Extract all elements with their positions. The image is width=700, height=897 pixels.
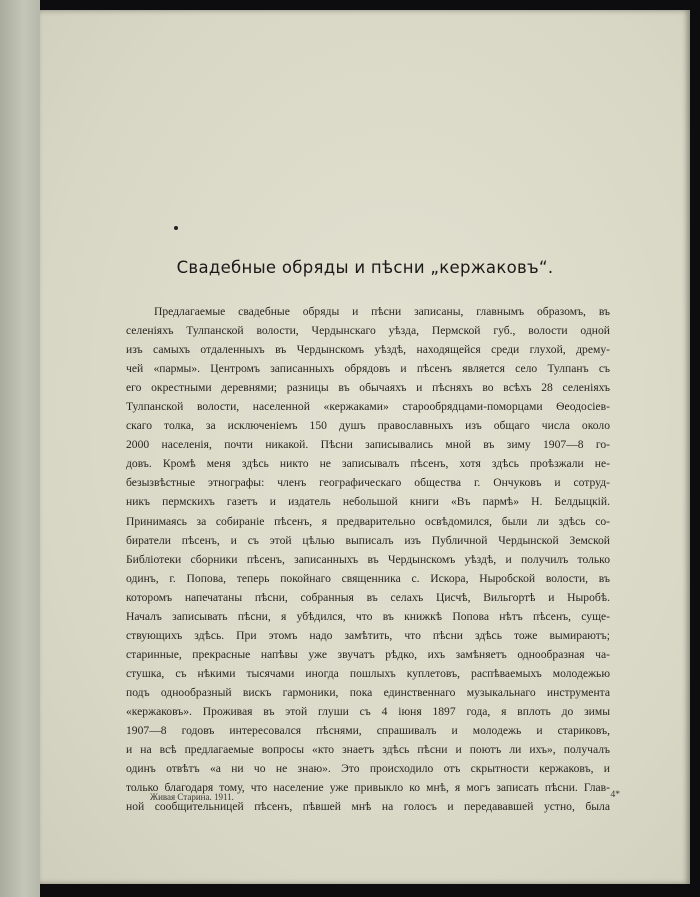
- text-line: ной сообщительницей пѣсенъ, пѣвшей мнѣ на голосъ и передававшей устно, была: [126, 800, 610, 814]
- text-line: довъ. Кромѣ меня здѣсь никто не записывалъ пѣсенъ, хотя здѣсь проѣзжали не-: [126, 457, 610, 471]
- text-line: чей «пармы». Центромъ записанныхъ обрядовъ и пѣсенъ является село Тулпанъ съ: [126, 362, 610, 376]
- paragraph: [126, 302, 610, 816]
- text-line: Тулпанской волости, населенной «кержаками» старообрядцами-поморцами Ѳеодосіев-: [126, 400, 610, 414]
- text-line: и на всѣ предлагаемые вопросы «кто знаетъ здѣсь пѣсни и поютъ ли ихъ», получалъ: [126, 743, 610, 757]
- text-line: старинные, прекрасные напѣвы уже звучатъ рѣдко, ихъ замѣняетъ однообразная ча-: [126, 647, 610, 661]
- text-line: Началъ записывать пѣсни, я убѣдился, что въ книжкѣ Попова нѣтъ пѣсенъ, суще-: [126, 609, 610, 623]
- text-line: селеніяхъ Тулпанской волости, Чердынскаго уѣзда, Пермской губ., волости одной: [126, 324, 610, 338]
- text-line: 2000 населенія, почти никакой. Пѣсни записывались мной въ зиму 1907—8 го-: [126, 438, 610, 452]
- text-line: Предлагаемые свадебные обряды и пѣсни записаны, главнымъ образомъ, въ: [154, 305, 610, 318]
- ink-mark: [174, 226, 178, 230]
- text-line: безызвѣстные этнографы: членъ географическаго общества г. Ончуковъ и сотруд-: [126, 476, 610, 490]
- text-line: его окрестными деревнями; разницы въ обычаяхъ и пѣсняхъ во всѣхъ 28 селеніяхъ: [126, 381, 610, 395]
- text-line: изъ самыхъ отдаленныхъ въ Чердынскомъ уѣздѣ, находящейся среди глухой, дрему-: [126, 343, 610, 357]
- text-line: Принимаясь за собираніе пѣсенъ, я предварительно освѣдомился, были ли здѣсь со-: [126, 514, 610, 528]
- underlying-page-edge: [0, 0, 40, 897]
- text-line: скаго толка, за исключеніемъ 150 душъ православныхъ изъ общаго числа около: [126, 419, 610, 433]
- text-line: биратели пѣсенъ, и съ этой цѣлью выписалъ изъ Публичной Чердынской Земской: [126, 533, 610, 547]
- text-line: ствующихъ здѣсь. При этомъ надо замѣтить, что пѣсни здѣсь тоже вымираютъ;: [126, 628, 610, 642]
- text-line: подъ однообразный вискъ гармоники, пока единственнаго музыкальнаго инструмента: [126, 685, 610, 699]
- text-line: одинъ, г. Попова, теперь покойнаго священника с. Искора, Ныробской волости, въ: [126, 571, 610, 585]
- text-line: которомъ напечатаны пѣсни, собранныя въ селахъ Цисчѣ, Вильгортѣ и Ныробѣ.: [126, 590, 610, 604]
- document-page: [40, 10, 690, 884]
- text-line: стушка, съ нѣкими тысячами иногда пошлыхъ куплетовъ, распѣваемыхъ молодежью: [126, 666, 610, 680]
- text-line: никъ пермскихъ газетъ и издатель небольшой книги «Въ пармѣ» Н. Белдыцкій.: [126, 495, 610, 509]
- text-line: 1907—8 годовъ интересовался пѣснями, спрашивалъ и молодежь и стариковъ,: [126, 724, 610, 738]
- footer-journal-signature: Живая Старина. 1911.: [150, 792, 234, 802]
- text-line: только благодаря тому, что население уже привыкло ко мнѣ, я могъ записать пѣсни. Глав-: [126, 781, 610, 795]
- text-line: одинъ отвѣтъ «а ни чо не знаю». Это происходило отъ скрытности кержаковъ, и: [126, 762, 610, 776]
- footer-sheet-mark: 4*: [610, 790, 620, 800]
- text-line: Библіотеки сборники пѣсенъ, записанныхъ въ Чердынскомъ уѣздѣ, и получилъ только: [126, 552, 610, 566]
- page-title: Свадебные обряды и пѣсни „кержаковъ“.: [176, 258, 554, 277]
- text-line: «кержаковъ». Проживая въ этой глуши съ 4 іюня 1897 года, я вплоть до зимы: [126, 704, 610, 718]
